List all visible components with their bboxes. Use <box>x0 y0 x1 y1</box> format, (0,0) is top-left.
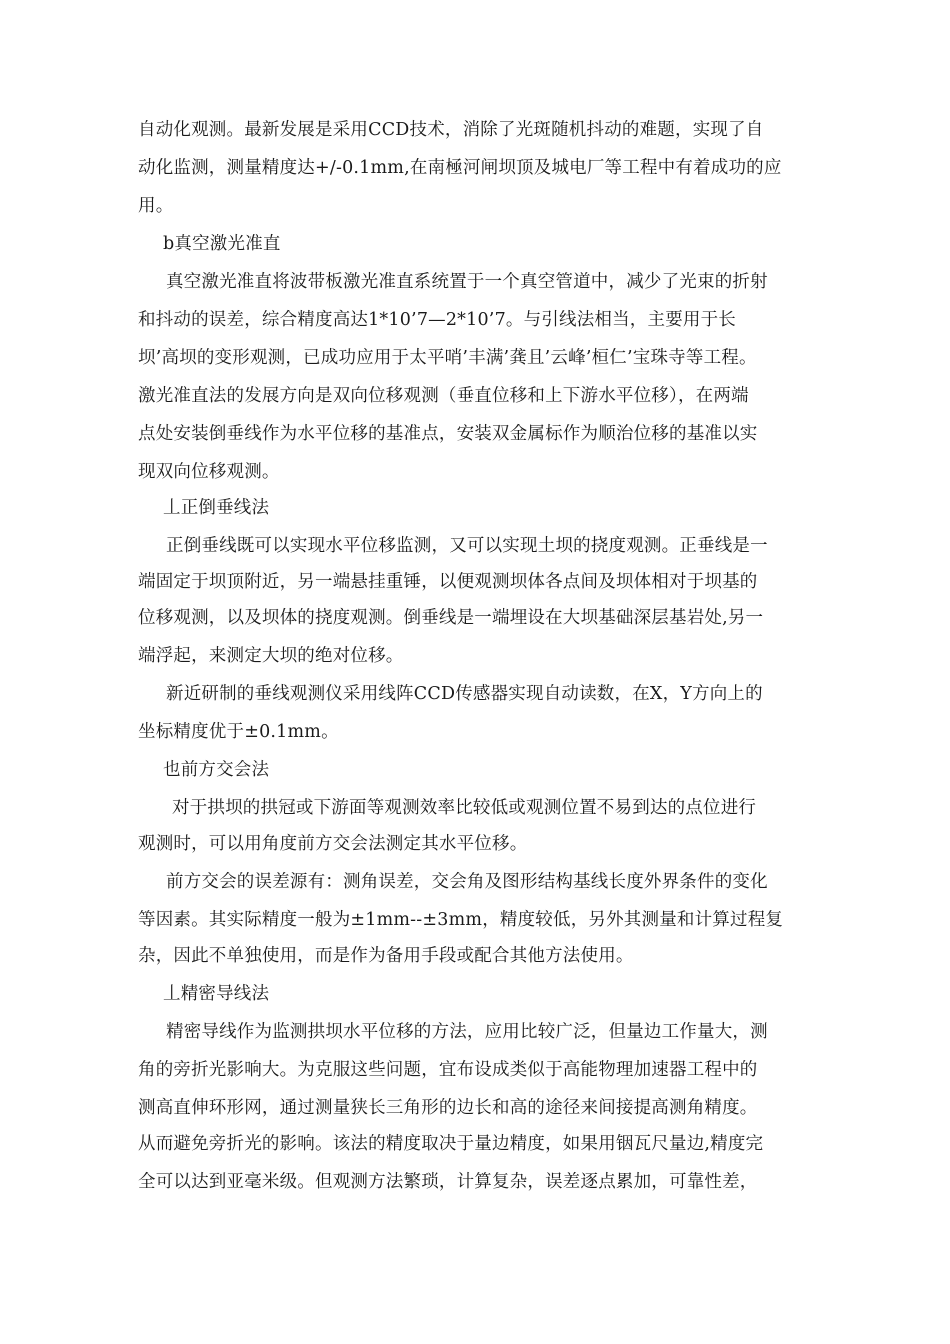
text-line: 坐标精度优于±0.1mm。 <box>138 722 339 742</box>
text-line: 观测时，可以用角度前方交会法测定其水平位移。 <box>138 834 528 854</box>
text-line: 用。 <box>138 196 174 216</box>
text-line: 点处安装倒垂线作为水平位移的基准点，安装双金属标作为顺治位移的基准以实 <box>138 424 758 444</box>
text-line: 新近研制的垂线观测仪采用线阵CCD传感器实现自动读数，在X，Y方向上的 <box>166 684 763 704</box>
text-line: 动化监测，测量精度达+/-0.1mm,在南極河闸坝顶及城电厂等工程中有着成功的应 <box>138 158 782 178</box>
text-line: 杂，因此不单独使用，而是作为备用手段或配合其他方法使用。 <box>138 946 634 966</box>
text-line: 角的旁折光影响大。为克服这些问题，宜布设成类似于高能物理加速器工程中的 <box>138 1060 758 1080</box>
text-line: 和抖动的误差，综合精度高达1*10’7—2*10’7。与引线法相当，主要用于长 <box>138 310 736 330</box>
text-line: 端浮起，来测定大坝的绝对位移。 <box>138 646 404 666</box>
text-line: 现双向位移观测。 <box>138 462 280 482</box>
text-line: 精密导线作为监测拱坝水平位移的方法，应用比较广泛，但量边工作量大，测 <box>166 1022 768 1042</box>
text-line: 激光准直法的发展方向是双向位移观测（垂直位移和上下游水平位移），在两端 <box>138 386 749 406</box>
text-line: 真空激光准直将波带板激光准直系统置于一个真空管道中，减少了光束的折射 <box>166 272 768 292</box>
text-line: 自动化观测。最新发展是采用CCD技术，消除了光斑随机抖动的难题，实现了自 <box>138 120 764 140</box>
text-line: 全可以达到亚毫米级。但观测方法繁琐，计算复杂，误差逐点累加，可靠性差， <box>138 1172 758 1192</box>
text-line: 正倒垂线既可以实现水平位移监测，又可以实现土坝的挠度观测。正垂线是一 <box>166 536 768 556</box>
text-line: 前方交会的误差源有：测角误差，交会角及图形结构基线长度外界条件的变化 <box>166 872 768 892</box>
section-heading: 丄正倒垂线法 <box>163 498 270 518</box>
text-line: 位移观测，以及坝体的挠度观测。倒垂线是一端埋设在大坝基础深层基岩处,另一 <box>138 608 764 628</box>
section-heading: 也前方交会法 <box>163 760 270 780</box>
text-line: 端固定于坝顶附近，另一端悬挂重锤，以便观测坝体各点间及坝体相对于坝基的 <box>138 572 758 592</box>
text-line: 等因素。其实际精度一般为±1mm--±3mm，精度较低，另外其测量和计算过程复 <box>138 910 784 930</box>
section-heading: 丄精密导线法 <box>163 984 270 1004</box>
text-line: 对于拱坝的拱冠或下游面等观测效率比较低或观测位置不易到达的点位进行 <box>172 798 757 818</box>
text-line: 测高直伸环形网，通过测量狭长三角形的边长和高的途径来间接提高测角精度。 <box>138 1098 758 1118</box>
text-line: 坝’高坝的变形观测，已成功应用于太平哨’丰满’龚且’云峰’桓仁’宝珠寺等工程。 <box>138 348 757 368</box>
section-heading: b真空激光准直 <box>163 234 281 254</box>
text-line: 从而避免旁折光的影响。该法的精度取决于量边精度，如果用铟瓦尺量边,精度完 <box>138 1134 764 1154</box>
